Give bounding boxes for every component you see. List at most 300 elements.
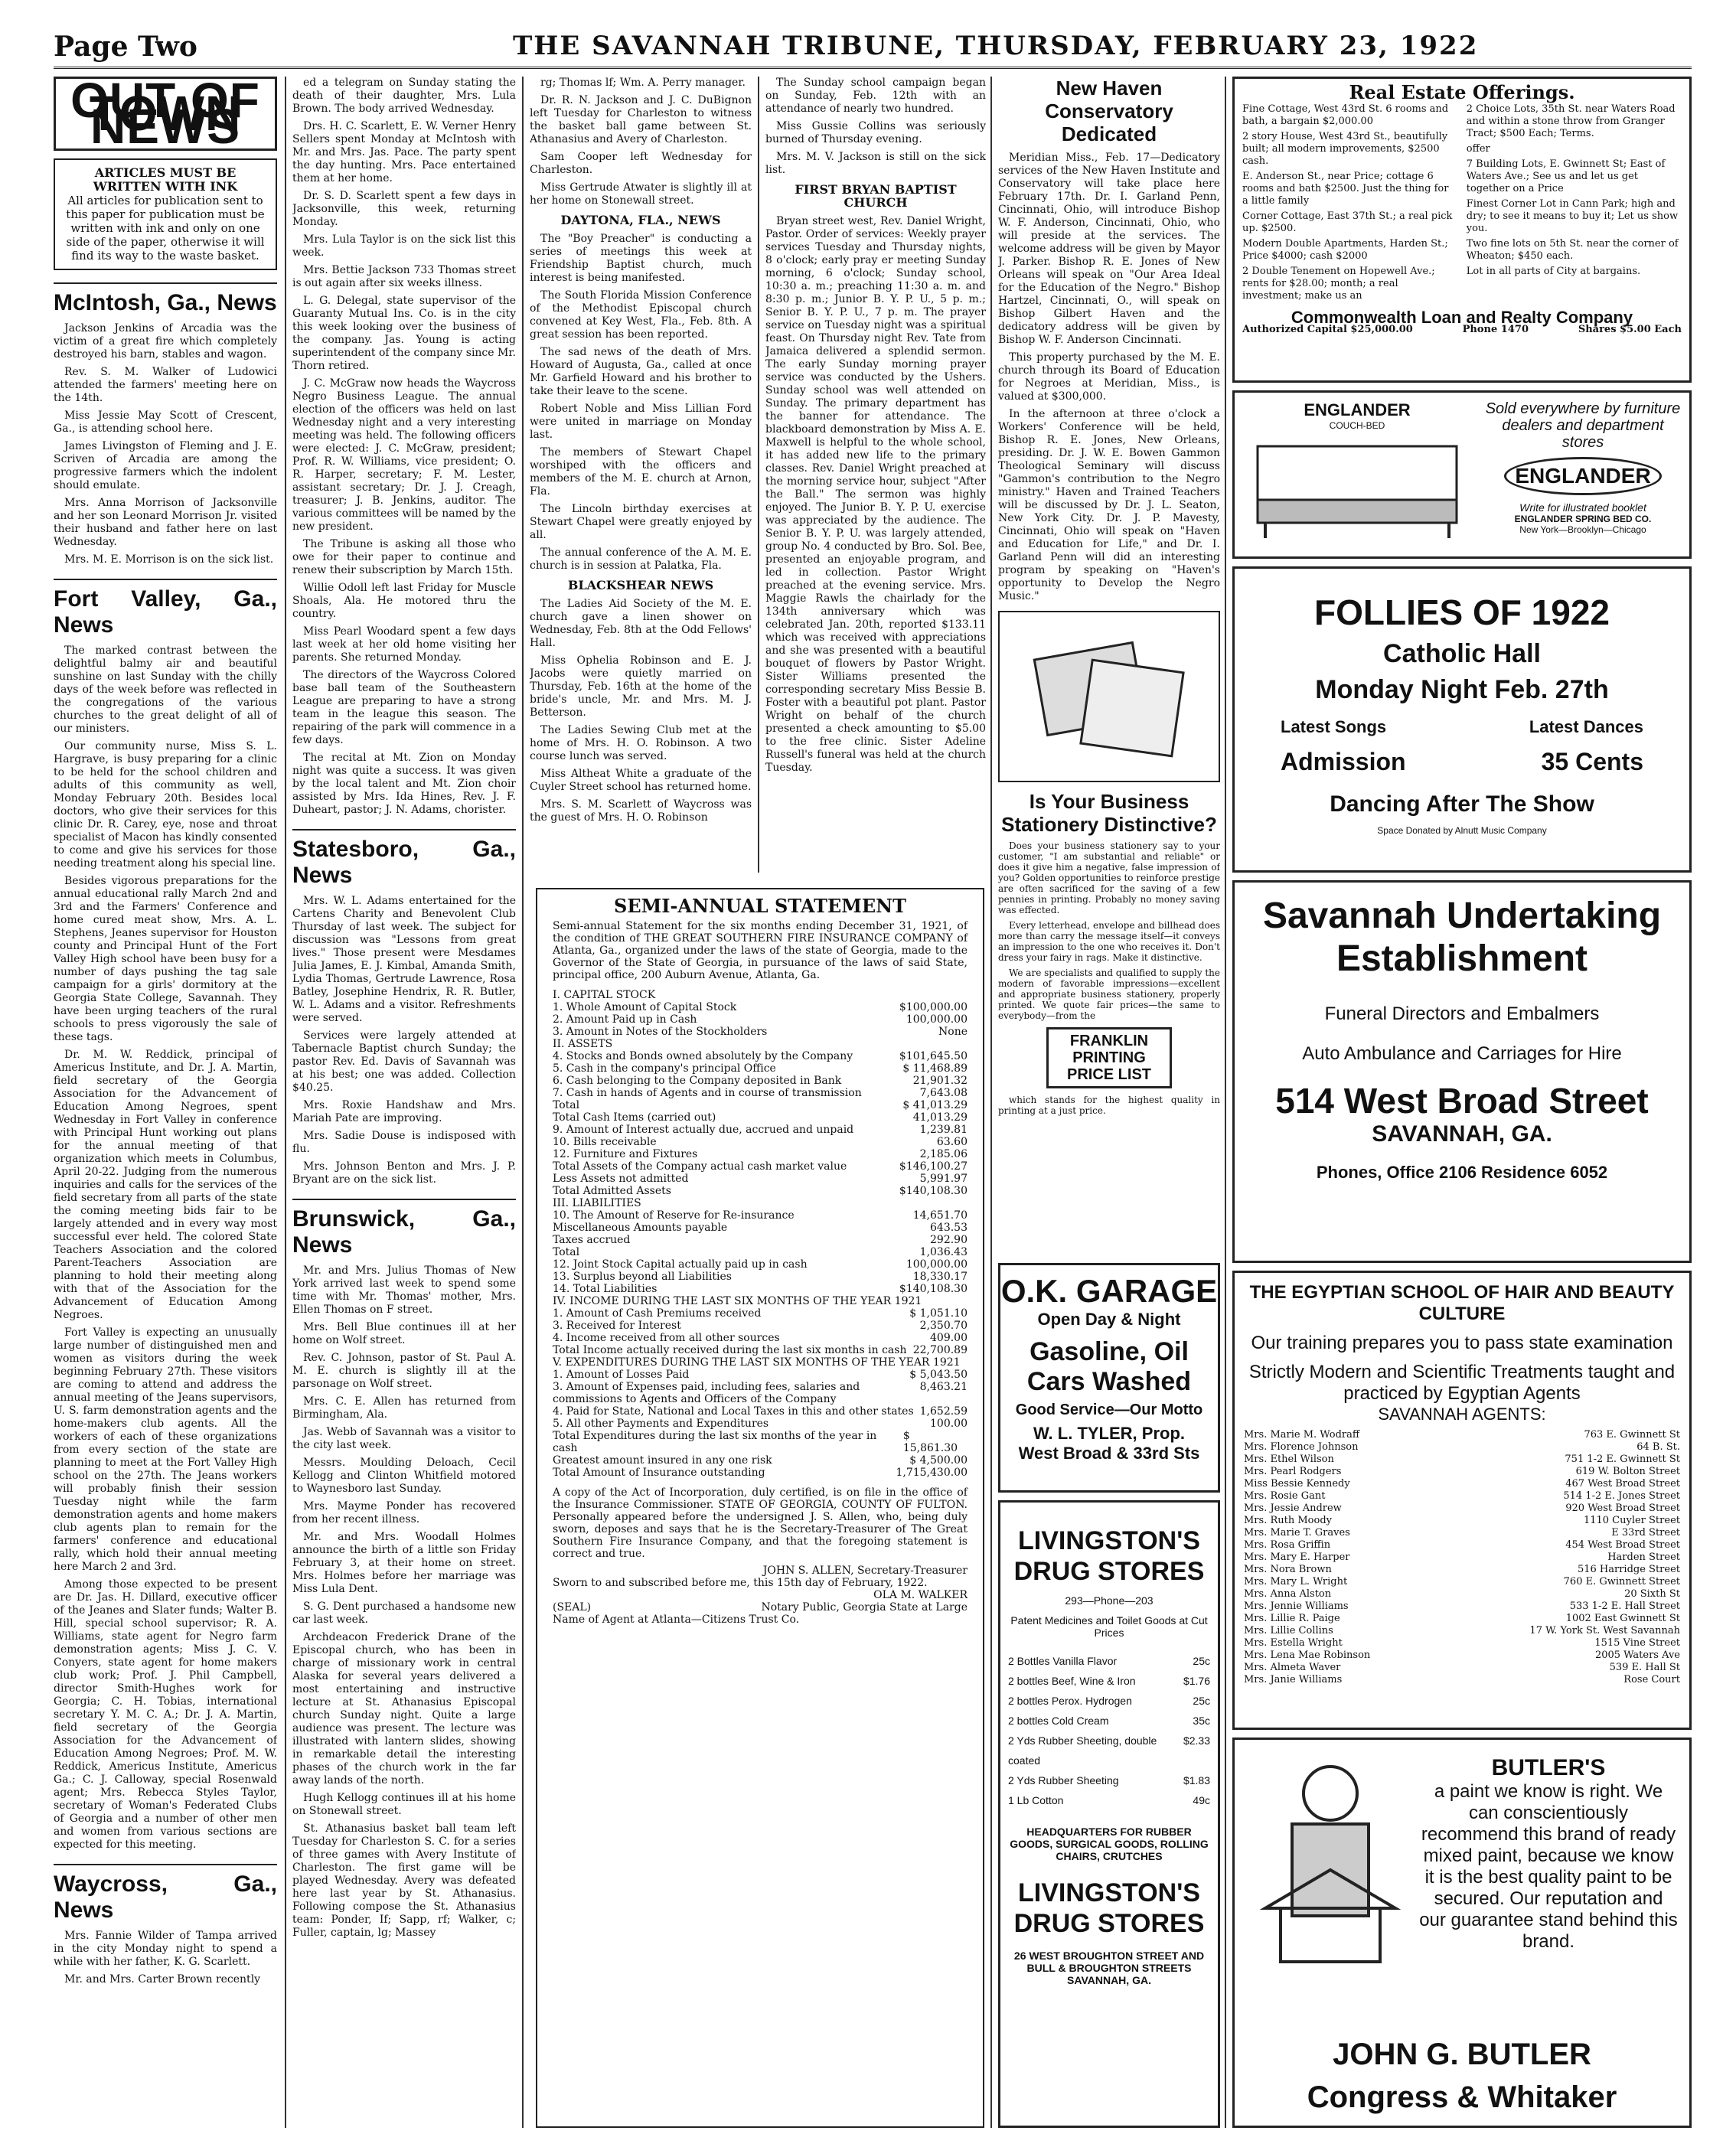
statement-line-amount: $ 15,861.30 bbox=[902, 1430, 958, 1454]
egypt-agent-name: Mrs. Ethel Wilson bbox=[1244, 1454, 1334, 1465]
egypt-agent-addr: 751 1-2 E. Gwinnett St bbox=[1565, 1454, 1680, 1465]
statement-intro: Semi-annual Statement for the six months ending December 31, 1921, of the condition of THE GREAT SOUTHERN FIRE INSURANCE COMPANY of Atlanta, Ga., organized under the laws of the state of Georgia, made to the Governor of the State of Georgia, in pursuance of the laws of said State, principal office, 200 Auburn Avenue, Atlanta, Ga. bbox=[553, 920, 968, 981]
statement-line-label: 1. Whole Amount of Capital Stock bbox=[553, 1001, 737, 1013]
englander-logo: ENGLANDER bbox=[1504, 457, 1662, 495]
article-paragraph: The recital at Mt. Zion on Monday night was quite a success. It was given by the local talent and Mt. Zion choir assisted by Mrs. Ida Hines, Rev. J. F. Duheart, pastor; J. N. Adams, chorister. bbox=[292, 752, 516, 816]
egypt-agent-list bbox=[1244, 1429, 1680, 1686]
statement-line-label: III. LIABILITIES bbox=[553, 1197, 641, 1209]
statement-line-amount: 100.00 bbox=[930, 1418, 968, 1430]
egypt-agent-addr: 2005 Waters Ave bbox=[1594, 1649, 1680, 1661]
livingston-item-price: 35c bbox=[1193, 1715, 1210, 1727]
statement-line bbox=[553, 1075, 968, 1087]
article-paragraph: Bryan street west, Rev. Daniel Wright, Pastor. Order of services: Weekly prayer services Tuesday and Thursday nights, 8 o'clock; early pray er meeting Sunday morning, 6 o'clock; Sunday school, 10:30 a. m.; preaching 11:30 a. m. and 8:30 p. m.; Junior B. Y. P. U., 5 p. m.; Senior B. Y. P. U., 7 p. m. The prayer service on Tuesday night was a spiritual feast. On Thursday night Rev. Tate from Jamaica delivered a splendid sermon. The early Sunday morning prayer service was conducted by the Ushers. Sunday school was well attended on Sunday. The primary department has the banner for attendance. The blackboard demonstration by Miss A. E. Maxwell is helpful to the whole school, it has added new life to the primary classes. Rev. Daniel Wright preached at the morning service hour, subject "After the Ball." The sermon was highly enjoyed. The Junior B. Y. P. U. exercise was appreciated by the audience. The Senior B. Y. P. U. was largely attended, group No. 4 conducted by Bro. Sol. Bee, presented an enjoyable program, and led in collection. Pastor Wright preached at the evening service. Mrs. Maggie Rawls the chairlady for the 134th anniversary which was celebrated Jan. 20th, reported $133.11 which was received with appreciations and she was presented with a beautiful bouquet of flowers by Pastor Wright. Sister Williams presented the corresponding secretary Miss Bessie B. Foster with a beautiful pot plant. Pastor Wright on behalf of the church presented a check amounting to $5.00 to the free clinic. Sister Adeline Russell's funeral was held at the church Tuesday. bbox=[765, 215, 986, 774]
egypt-agent bbox=[1244, 1564, 1680, 1576]
egypt-agent-name: Mrs. Rosie Gant bbox=[1244, 1490, 1326, 1502]
follies-ad bbox=[1232, 566, 1692, 873]
egypt-agent-addr: 1002 East Gwinnett St bbox=[1565, 1613, 1680, 1624]
column-1 bbox=[54, 77, 277, 2128]
livingston-item-name: 2 Yds Rubber Sheeting, double coated bbox=[1008, 1734, 1157, 1767]
realestate-listing: Finest Corner Lot in Cann Park; high and dry; to see it means to buy it; Let us show you. bbox=[1466, 198, 1679, 234]
article-paragraph: Mrs. Sadie Douse is indisposed with flu. bbox=[292, 1130, 516, 1155]
article-paragraph: Services were largely attended at Tabernacle Baptist church Sunday; the pastor Rev. Ed. Davis of Savannah was at his best; one was added. Collection $40.25. bbox=[292, 1029, 516, 1094]
article-paragraph: Mrs. Anna Morrison of Jacksonville and her son Leonard Morrison Jr. visited their husband and father here on last Wednesday. bbox=[54, 497, 277, 548]
statement-line bbox=[553, 1454, 968, 1467]
egypt-agent-name: Mrs. Nora Brown bbox=[1244, 1564, 1332, 1575]
englander-ad bbox=[1232, 390, 1692, 559]
statement-line bbox=[553, 1295, 968, 1307]
realestate-listing: 2 Choice Lots, 35th St. near Waters Road and within a stone throw from Granger Tract; $500 Each; Terms. bbox=[1466, 103, 1676, 139]
article-paragraph: Mrs. Roxie Handshaw and Mrs. Mariah Pate are improving. bbox=[292, 1099, 516, 1124]
egypt-agent bbox=[1244, 1637, 1680, 1649]
article-paragraph: Mrs. C. E. Allen has returned from Birmingham, Ala. bbox=[292, 1395, 516, 1421]
article-paragraph: Miss Gertrude Atwater is slightly ill at her home on Stonewall street. bbox=[530, 181, 752, 207]
statement-line bbox=[553, 1050, 968, 1062]
fortvalley-heading: Fort Valley, Ga., News bbox=[54, 579, 277, 638]
egypt-agent bbox=[1244, 1588, 1680, 1600]
livingston-item bbox=[1008, 1790, 1210, 1810]
article-paragraph: Mrs. Mayme Ponder has recovered from her recent illness. bbox=[292, 1500, 516, 1525]
egypt-agent bbox=[1244, 1552, 1680, 1564]
egypt-agent bbox=[1244, 1454, 1680, 1466]
realestate-listing: 2 Double Tenement on Hopewell Ave.; rents for $28.00; month; a real investment; make us an bbox=[1242, 266, 1435, 302]
egypt-agent-addr: 17 W. York St. West Savannah bbox=[1529, 1625, 1680, 1636]
page-number: Page Two bbox=[54, 31, 197, 63]
statement-line-amount: $ 5,043.50 bbox=[909, 1369, 968, 1381]
article-paragraph: St. Athanasius basket ball team left Tuesday for Charleston S. C. for a series of three games with Avery Institute of Charleston. The first game will be played Wednesday. Avery was defeated here last year by St. Athanasius. Following compose the St. Athanasius team: Ponder, If; Sapp, rf; Walker, c; Fuller, captain, lg; Massey bbox=[292, 1822, 516, 1939]
column-rule bbox=[285, 77, 286, 2128]
livingston-item bbox=[1008, 1671, 1210, 1691]
statement-signer: JOHN S. ALLEN, Secretary-Treasurer bbox=[762, 1565, 968, 1577]
statement-line-amount: 1,036.43 bbox=[919, 1246, 968, 1258]
realestate-listing: Modern Double Apartments, Harden St.; Price $4000; cash $2000 bbox=[1242, 238, 1448, 262]
article-paragraph: Messrs. Moulding Deloach, Cecil Kellogg and Clinton Whitfield motored to Waynesboro last Sunday. bbox=[292, 1457, 516, 1495]
garage-title: O.K. GARAGE bbox=[1000, 1273, 1218, 1309]
livingston-item-name: 2 bottles Cold Cream bbox=[1008, 1715, 1109, 1727]
egypt-agent bbox=[1244, 1441, 1680, 1454]
egypt-agent bbox=[1244, 1576, 1680, 1588]
statement-line-amount: None bbox=[938, 1026, 968, 1038]
statement-line bbox=[553, 1013, 968, 1026]
statement-line-amount: 5,991.97 bbox=[919, 1173, 968, 1185]
article-paragraph: Mr. and Mrs. Carter Brown recently bbox=[64, 1973, 261, 1986]
livingston-addr: 26 WEST BROUGHTON STREET AND BULL & BROUGHTON STREETS SAVANNAH, GA. bbox=[1013, 1950, 1205, 1986]
article-paragraph: Archdeacon Frederick Drane of the Episcopal church, who has been in charge of missionary work in central Alaska for several years delivered a most entertaining and instructive lecture at St. Athanasius Episcopal church Sunday night. Quite a large audience was present. The lecture was illustrated with lantern slides, showing in remarkable detail the interesting phases of the church work in the far away lands of the north. bbox=[292, 1631, 516, 1786]
statement-seal: (SEAL) bbox=[553, 1601, 592, 1614]
notice-body: All articles for publication sent to this paper for publication must be written with ink and only on one side of the paper, otherwise it will find its way to the waste basket. bbox=[66, 194, 265, 263]
stationery-icon bbox=[1025, 628, 1193, 765]
article-paragraph: Mr. and Mrs. Julius Thomas of New York arrived last week to spend some time with Mr. Thomas' mother, Mrs. Ellen Thomas on F street. bbox=[292, 1264, 516, 1316]
article-paragraph: ed a telegram on Sunday stating the death of their daughter, Mrs. Lula Brown. The body arrived Wednesday. bbox=[292, 77, 516, 115]
egypt-agents: SAVANNAH AGENTS: bbox=[1378, 1405, 1546, 1424]
article-paragraph: Mrs. M. E. Morrison is on the sick list. bbox=[64, 553, 274, 566]
egypt-agent-addr: 20 Sixth St bbox=[1624, 1588, 1680, 1600]
realestate-title: Real Estate Offerings. bbox=[1349, 81, 1575, 103]
realestate-listing: Two fine lots on 5th St. near the corner of Wheaton; $450 each. bbox=[1466, 238, 1679, 262]
egypt-agent-addr: 516 Harridge Street bbox=[1577, 1564, 1680, 1575]
egypt-agent-name: Mrs. Janie Williams bbox=[1244, 1674, 1343, 1685]
englander-brand: ENGLANDER bbox=[1304, 400, 1411, 419]
egypt-agent bbox=[1244, 1613, 1680, 1625]
realestate-listing: Fine Cottage, West 43rd St. 6 rooms and bath, a bargain $2,000.00 bbox=[1242, 103, 1449, 127]
article-paragraph: James Livingston of Fleming and J. E. Scriven of Arcadia are among the progressive farmers which the indolent should emulate. bbox=[54, 440, 277, 491]
statement-line bbox=[553, 1209, 968, 1222]
realestate-capital: Authorized Capital $25,000.00 bbox=[1242, 324, 1413, 335]
egypt-agent bbox=[1244, 1600, 1680, 1613]
statement-line-amount: $101,645.50 bbox=[899, 1050, 968, 1062]
garage-line2: Cars Washed bbox=[1026, 1367, 1192, 1396]
livingston-item bbox=[1008, 1770, 1210, 1790]
egypt-agent-name: Mrs. Lena Mae Robinson bbox=[1244, 1649, 1371, 1661]
butler-name: JOHN G. BUTLER bbox=[1333, 2038, 1591, 2071]
statement-line bbox=[553, 1418, 968, 1430]
englander-co: ENGLANDER SPRING BED CO. bbox=[1514, 514, 1652, 524]
statement-line-amount: 2,350.70 bbox=[919, 1320, 968, 1332]
egypt-taught: Strictly Modern and Scientific Treatments taught and practiced by Egyptian Agents bbox=[1248, 1362, 1676, 1404]
statement-line-label: 4. Income received from all other sources bbox=[553, 1332, 780, 1344]
egypt-agent-addr: Harden Street bbox=[1607, 1552, 1680, 1563]
statement-line bbox=[553, 1381, 968, 1405]
livingston-title-2: LIVINGSTON'S DRUG STORES bbox=[1013, 1878, 1205, 1938]
column-rule bbox=[1225, 77, 1226, 2128]
statement-line-label: Total Assets of the Company actual cash market value bbox=[553, 1160, 847, 1173]
statement-line-label: 3. Amount in Notes of the Stockholders bbox=[553, 1026, 768, 1038]
statesboro-heading: Statesboro, Ga., News bbox=[292, 829, 516, 889]
egypt-agent-addr: 619 W. Bolton Street bbox=[1575, 1466, 1680, 1477]
egypt-agent-name: Mrs. Florence Johnson bbox=[1244, 1441, 1359, 1453]
egypt-agent-addr: 514 1-2 E. Jones Street bbox=[1563, 1490, 1680, 1502]
egypt-agent bbox=[1244, 1503, 1680, 1515]
egypt-agent-addr: 64 B. St. bbox=[1636, 1441, 1680, 1453]
follies-donated: Space Donated by Alnutt Music Company bbox=[1377, 825, 1547, 836]
article-paragraph: Hugh Kellogg continues ill at his home on Stonewall street. bbox=[292, 1792, 516, 1817]
statement-agent: Name of Agent at Atlanta—Citizens Trust Co. bbox=[553, 1614, 800, 1626]
statement-line-label: 9. Amount of Interest actually due, accrued and unpaid bbox=[553, 1124, 854, 1136]
undertaking-sub: Funeral Directors and Embalmers bbox=[1324, 1003, 1600, 1024]
livingston-title: LIVINGSTON'S DRUG STORES bbox=[1013, 1526, 1205, 1586]
statement-line-label: IV. INCOME DURING THE LAST SIX MONTHS OF THE YEAR 1921 bbox=[553, 1295, 922, 1307]
semi-annual-statement bbox=[536, 888, 984, 2128]
statement-line-label: Greatest amount insured in any one risk bbox=[553, 1454, 772, 1467]
follies-date: Monday Night Feb. 27th bbox=[1315, 675, 1609, 704]
column-4 bbox=[765, 77, 986, 873]
egypt-agent-name: Mrs. Pearl Rodgers bbox=[1244, 1466, 1342, 1477]
statement-line-label: 10. Bills receivable bbox=[553, 1136, 657, 1148]
notice-box bbox=[54, 158, 277, 270]
article-paragraph: The members of Stewart Chapel worshiped with the officers and members of the M. E. church at Arnon, Fla. bbox=[530, 446, 752, 498]
stationery-paragraph: Does your business stationery say to your customer, "I am substantial and reliable" or does it give him a negative, false impression of you? Golden opportunities to reinforce prestige are often sacrificed for the saving of a few pennies in printing. Probably no money saving was effected. bbox=[998, 840, 1220, 915]
statement-line bbox=[553, 1062, 968, 1075]
article-paragraph: Mrs. M. V. Jackson is still on the sick list. bbox=[765, 151, 986, 176]
column-3 bbox=[530, 77, 752, 873]
statement-line-label: I. CAPITAL STOCK bbox=[553, 989, 656, 1001]
article-paragraph: The sad news of the death of Mrs. Howard of Augusta, Ga., called at once Mr. Garfield Howard and his brother to take their leave to the scene. bbox=[530, 346, 752, 397]
undertaking-addr: 514 West Broad Street bbox=[1275, 1081, 1649, 1121]
statement-line-label: Total Income actually received during the last six months in cash bbox=[553, 1344, 907, 1356]
newhaven-heading: New Haven Conservatory Dedicated bbox=[1045, 77, 1173, 145]
egypt-agent-name: Mrs. Mary E. Harper bbox=[1244, 1552, 1350, 1563]
article-paragraph: Rev. S. M. Walker of Ludowici attended the farmers' meeting here on the 14th. bbox=[54, 366, 277, 404]
statement-line-label: 12. Furniture and Fixtures bbox=[553, 1148, 698, 1160]
statement-line bbox=[553, 1001, 968, 1013]
daytona-heading: DAYTONA, FLA., NEWS bbox=[560, 213, 721, 227]
garage-ad bbox=[998, 1263, 1220, 1493]
statement-line-label: 10. The Amount of Reserve for Re-insurance bbox=[553, 1209, 795, 1222]
livingston-item-price: 49c bbox=[1193, 1794, 1210, 1806]
article-paragraph: Sam Cooper left Wednesday for Charleston. bbox=[530, 151, 752, 176]
statement-line-label: 13. Surplus beyond all Liabilities bbox=[553, 1271, 732, 1283]
article-paragraph: Miss Jessie May Scott of Crescent, Ga., is attending school here. bbox=[54, 410, 277, 435]
livingston-item-price: $1.83 bbox=[1183, 1774, 1210, 1786]
statement-line-label: 3. Amount of Expenses paid, including fees, salaries and commissions to Agents and Officers of the Company bbox=[553, 1381, 860, 1405]
statement-line bbox=[553, 989, 968, 1001]
article-paragraph: The South Florida Mission Conference of the Methodist Episcopal church convened at Key West, Fla., Feb. 8th. A great session has been reported. bbox=[530, 289, 752, 341]
statement-line bbox=[553, 1038, 968, 1050]
egypt-agent-addr: 1515 Vine Street bbox=[1594, 1637, 1680, 1649]
statement-notary: OLA M. WALKER bbox=[873, 1589, 968, 1601]
statement-line-label: 14. Total Liabilities bbox=[553, 1283, 658, 1295]
statement-line bbox=[553, 1136, 968, 1148]
egypt-agent bbox=[1244, 1527, 1680, 1539]
livingston-item-name: 2 Bottles Vanilla Flavor bbox=[1008, 1655, 1118, 1667]
realestate-listing: Corner Cottage, East 37th St.; a real pick up. $2500. bbox=[1242, 210, 1453, 234]
livingston-head: HEADQUARTERS FOR RUBBER GOODS, SURGICAL GOODS, ROLLING CHAIRS, CRUTCHES bbox=[1010, 1826, 1209, 1862]
egypt-agent bbox=[1244, 1478, 1680, 1490]
column-rule bbox=[522, 77, 524, 2128]
mcintosh-heading: McIntosh, Ga., News bbox=[54, 282, 277, 316]
statement-line-amount: 2,185.06 bbox=[919, 1148, 968, 1160]
livingston-items bbox=[1008, 1651, 1210, 1810]
franklin-line: PRICE LIST bbox=[1066, 1066, 1151, 1083]
statement-line-label: Total Amount of Insurance outstanding bbox=[553, 1467, 765, 1479]
firstbryan-heading: FIRST BRYAN BAPTIST CHURCH bbox=[795, 182, 957, 210]
article-paragraph: The Tribune is asking all those who owe for their paper to continue and renew their subscription by March 15th. bbox=[292, 538, 516, 576]
article-paragraph: Fort Valley is expecting an unusually large number of distinguished men and women as visitors during the week beginning February 27th. These visitors are coming to attend and address the annual meeting of the Jeans supervisors, U. S. farm demonstration agents and the home-makers club agents. All the workers of each of these organizations from every section of the state are planning to meet at the Fort Valley High school on the 27th. The Jeans workers will probably finish their session Tuesday night while the farm demonstration agents and home makers club agents plan to remain for the farmers' conference and educational rally, which hold their annual meeting here March 2 and 3rd. bbox=[54, 1326, 277, 1573]
statement-line-label: 5. All other Payments and Expenditures bbox=[553, 1418, 769, 1430]
statement-line bbox=[553, 1246, 968, 1258]
couch-illustration bbox=[1242, 400, 1472, 553]
garage-addr: West Broad & 33rd Sts bbox=[1018, 1444, 1200, 1463]
statement-line bbox=[553, 1026, 968, 1038]
realestate-listing: 2 story House, West 43rd St., beautifully built; all modern improvements, $2500 cash. bbox=[1242, 131, 1448, 167]
statement-line bbox=[553, 1234, 968, 1246]
franklin-line: FRANKLIN bbox=[1069, 1033, 1149, 1049]
egypt-agent-addr: 763 E. Gwinnett St bbox=[1584, 1429, 1680, 1441]
realestate-listing: E. Anderson St., near Price; cottage 6 rooms and bath $2500. Just the thing for a little family bbox=[1242, 171, 1449, 207]
follies-title: FOLLIES OF 1922 bbox=[1314, 592, 1610, 632]
article-paragraph: Rev. C. Johnson, pastor of St. Paul A. M. E. church is slightly ill at the parsonage on Wolf street. bbox=[292, 1352, 516, 1390]
article-paragraph: Mr. and Mrs. Woodall Holmes announce the birth of a little son Friday February 3, at their home on street. Mrs. Holmes before her marriage was Miss Lula Dent. bbox=[292, 1531, 516, 1595]
statement-line-amount: 22,700.89 bbox=[912, 1344, 968, 1356]
statement-line bbox=[553, 1369, 968, 1381]
statement-line-amount: 1,715,430.00 bbox=[896, 1467, 968, 1479]
statement-line-label: Total bbox=[553, 1099, 580, 1111]
article-paragraph: In the afternoon at three o'clock a Workers' Conference will be held, Bishop R. E. Jones, New Orleans, presiding. Dr. J. W. E. Bowen Gammon Theological Seminary will discuss "Gammon's contribution to the Negro ministry." Haven and Trained Teachers will be discussed by Dr. J. L. Seaton, New York City. Dr. J. P. Mavesty, Cincinnati, Ohio will speak on "Haven and Education for Life," and Dr. I. Garland Penn will did an interesting program by speaking on "Haven's opportunity to Develop the Negro Music." bbox=[998, 408, 1220, 602]
egypt-agent-addr: Rose Court bbox=[1623, 1674, 1680, 1685]
livingston-item bbox=[1008, 1711, 1210, 1731]
statement-line-label: Total Cash Items (carried out) bbox=[553, 1111, 716, 1124]
section-title: OUT OF TOWN NEWS bbox=[54, 77, 277, 151]
statement-line-label: 6. Cash belonging to the Company deposited in Bank bbox=[553, 1075, 842, 1087]
englander-sub: COUCH-BED bbox=[1329, 420, 1385, 431]
livingston-item-price: $1.76 bbox=[1183, 1675, 1210, 1687]
livingston-item-name: 2 bottles Perox. Hydrogen bbox=[1008, 1695, 1132, 1707]
follies-songs: Latest Songs bbox=[1281, 717, 1387, 736]
livingston-sub: Patent Medicines and Toilet Goods at Cut Prices bbox=[1010, 1614, 1208, 1639]
statement-line bbox=[553, 1467, 968, 1479]
statement-line bbox=[553, 1307, 968, 1320]
statement-line-label: 7. Cash in hands of Agents and in course of transmission bbox=[553, 1087, 862, 1099]
article-paragraph: The Ladies Aid Society of the M. E. church gave a linen shower on Wednesday, Feb. 8th at the Odd Fellows' Hall. bbox=[530, 598, 752, 649]
statement-line-amount: 409.00 bbox=[930, 1332, 968, 1344]
notice-title: ARTICLES MUST BE WRITTEN WITH INK bbox=[93, 165, 238, 194]
waycross-heading: Waycross, Ga., News bbox=[54, 1864, 277, 1924]
englander-write: Write for illustrated booklet bbox=[1519, 501, 1646, 514]
statement-line bbox=[553, 1173, 968, 1185]
statement-line-label: 5. Cash in the company's principal Office bbox=[553, 1062, 776, 1075]
stationery-title: Is Your Business Stationery Distinctive? bbox=[1001, 790, 1217, 836]
statement-line-amount: $140,108.30 bbox=[899, 1185, 968, 1197]
garage-line1: Gasoline, Oil bbox=[1030, 1337, 1189, 1366]
statement-line bbox=[553, 1332, 968, 1344]
statement-line bbox=[553, 1148, 968, 1160]
franklin-line: PRINTING bbox=[1072, 1049, 1146, 1066]
statement-line-label: Taxes accrued bbox=[553, 1234, 631, 1246]
realestate-listing: Lot in all parts of City at bargains. bbox=[1466, 266, 1641, 277]
livingston-ad bbox=[998, 1500, 1220, 2128]
stationery-illustration bbox=[998, 611, 1220, 782]
follies-price: 35 Cents bbox=[1541, 748, 1643, 775]
statement-line-amount: 21,901.32 bbox=[912, 1075, 968, 1087]
statement-line bbox=[553, 1430, 968, 1454]
article-paragraph: Mrs. S. M. Scarlett of Waycross was the guest of Mrs. H. O. Robinson bbox=[530, 798, 752, 824]
article-paragraph: Mrs. Fannie Wilder of Tampa arrived in the city Monday night to spend a while with her father, K. G. Scarlett. bbox=[54, 1930, 277, 1968]
livingston-item-price: 25c bbox=[1193, 1695, 1210, 1707]
egypt-agent-name: Mrs. Mary L. Wright bbox=[1244, 1576, 1348, 1587]
egypt-agent-addr: 454 West Broad Street bbox=[1565, 1539, 1680, 1551]
statement-line bbox=[553, 1344, 968, 1356]
livingston-phone: 293—Phone—203 bbox=[1065, 1594, 1154, 1607]
column-rule bbox=[990, 77, 992, 2128]
statement-line-amount: 1,239.81 bbox=[919, 1124, 968, 1136]
article-paragraph: Willie Odoll left last Friday for Muscle Shoals, Ala. He motored thru the country. bbox=[292, 582, 516, 620]
statement-line bbox=[553, 1087, 968, 1099]
statement-line-amount: 18,330.17 bbox=[912, 1271, 968, 1283]
article-paragraph: Mrs. Bettie Jackson 733 Thomas street is out again after six weeks illness. bbox=[292, 264, 516, 289]
article-paragraph: Jackson Jenkins of Arcadia was the victim of a great fire which completely destroyed his barn, stables and wagon. bbox=[54, 322, 277, 361]
statement-line-label: Less Assets not admitted bbox=[553, 1173, 689, 1185]
statement-line-amount: 292.90 bbox=[930, 1234, 968, 1246]
article-paragraph: The Ladies Sewing Club met at the home of Mrs. H. O. Robinson. A two course lunch was served. bbox=[530, 724, 752, 762]
statement-line bbox=[553, 1320, 968, 1332]
article-paragraph: The "Boy Preacher" is conducting a series of meetings this week at Friendship Baptist church, much interest is being manifested. bbox=[530, 233, 752, 284]
statement-line-label: 1. Amount of Cash Premiums received bbox=[553, 1307, 762, 1320]
statement-line bbox=[553, 1271, 968, 1283]
article-paragraph: Mrs. Lula Taylor is on the sick list this week. bbox=[292, 233, 516, 259]
egypt-agent-addr: 533 1-2 E. Hall Street bbox=[1569, 1600, 1680, 1612]
statement-line-amount: $ 41,013.29 bbox=[902, 1099, 968, 1111]
egypt-agent-addr: E 33rd Street bbox=[1611, 1527, 1680, 1539]
livingston-item-name: 1 Lb Cotton bbox=[1008, 1794, 1064, 1806]
article-paragraph: S. G. Dent purchased a handsome new car last week. bbox=[292, 1600, 516, 1626]
article-paragraph: The Sunday school campaign began on Sunday, Feb. 12th with an attendance of nearly two hundred. bbox=[765, 77, 986, 115]
undertaking-title: Savannah Undertaking Establishment bbox=[1262, 896, 1662, 979]
statement-line-label: Total bbox=[553, 1246, 580, 1258]
statement-line-label: II. ASSETS bbox=[553, 1038, 613, 1050]
statement-line-amount: 8,463.21 bbox=[919, 1381, 968, 1393]
statement-line bbox=[553, 1222, 968, 1234]
follies-show: Dancing After The Show bbox=[1330, 791, 1594, 817]
egypt-agent bbox=[1244, 1674, 1680, 1686]
article-paragraph: Meridian Miss., Feb. 17—Dedicatory services of the New Haven Institute and Conservatory will take place here February 17th. Dr. I. Garland Penn, Cincinnati, Ohio, will introduce Bishop W. F. Anderson, Cincinnati, Ohio, who will preside at the services. The welcome address will be given by Mayor J. Parker. Bishop R. E. Jones of New Orleans will speak on "Our Area Ideal for the Education of the Negro." Bishop Hartzel, Cincinnati, O., will speak on Bishop Gilbert Haven and the dedicatory address will be given by Bishop W. F. Anderson Cincinnati. bbox=[998, 152, 1220, 346]
egypt-agent-addr: 760 E. Gwinnett Street bbox=[1563, 1576, 1680, 1587]
egypt-agent bbox=[1244, 1466, 1680, 1478]
egypt-agent-name: Mrs. Marie M. Wodraff bbox=[1244, 1429, 1360, 1441]
realestate-shares: Shares $5.00 Each bbox=[1578, 324, 1682, 335]
article-paragraph: The marked contrast between the delightful balmy air and beautiful sunshine on last Sunday with the chilly days of the week before was reflected in the congregations of the various churches to the great delight of all of our ministers. bbox=[54, 644, 277, 735]
livingston-item-name: 2 bottles Beef, Wine & Iron bbox=[1008, 1675, 1136, 1687]
realestate-left bbox=[1242, 103, 1457, 305]
undertaking-phones: Phones, Office 2106 Residence 6052 bbox=[1316, 1163, 1608, 1182]
masthead: THE SAVANNAH TRIBUNE, THURSDAY, FEBRUARY 23, 1922 bbox=[513, 31, 1479, 61]
egyptian-ad bbox=[1232, 1271, 1692, 1730]
butler-title: BUTLER'S bbox=[1491, 1755, 1606, 1780]
article-paragraph: Dr. R. N. Jackson and J. C. DuBignon left Tuesday for Charleston to witness the basket ball game between St. Athanasius and Avery of Charleston. bbox=[530, 94, 752, 145]
article-paragraph: rg; Thomas lf; Wm. A. Perry manager. bbox=[540, 77, 746, 89]
statement-line bbox=[553, 1197, 968, 1209]
realestate-right bbox=[1467, 103, 1682, 305]
article-paragraph: Miss Gussie Collins was seriously burned of Thursday evening. bbox=[765, 120, 986, 145]
egypt-agent bbox=[1244, 1625, 1680, 1637]
stationery-paragraph: We are specialists and qualified to supply the modern of favorable impressions—excellent and appropriate business stationery, properly printed. We quote fair prices—the same to everybody—from the bbox=[998, 967, 1220, 1021]
painter-icon bbox=[1250, 1755, 1411, 1969]
article-paragraph: J. C. McGraw now heads the Waycross Negro Business League. The annual election of the officers was held on last Wednesday night and a very interesting meeting was held. The following officers were elected: J. C. McGraw, president; Prof. R. W. Williams, vice president; O. R. Harper, secretary; F. M. Lester, assistant secretary; Dr. J. J. Creagh, treasurer; J. B. Jenkins, auditor. The various committees will be named by the new president. bbox=[292, 377, 516, 533]
statement-line-amount: $ 4,500.00 bbox=[909, 1454, 968, 1467]
statement-line bbox=[553, 1099, 968, 1111]
article-paragraph: The annual conference of the A. M. E. church is in session at Palatka, Fla. bbox=[530, 547, 752, 572]
egypt-agent-name: Mrs. Estella Wright bbox=[1244, 1637, 1343, 1649]
livingston-item-price: $2.33 bbox=[1183, 1734, 1210, 1747]
egypt-agent bbox=[1244, 1539, 1680, 1552]
article-paragraph: Miss Pearl Woodard spent a few days last week at her old home visiting her parents. She returned Monday. bbox=[292, 625, 516, 664]
article-paragraph: The directors of the Waycross Colored base ball team of the Southeastern League are preparing to have a strong team in the league this season. The repairing of the park will commence in a few days. bbox=[292, 669, 516, 746]
egypt-agent-name: Mrs. Almeta Waver bbox=[1244, 1662, 1341, 1673]
article-paragraph: Mrs. Johnson Benton and Mrs. J. P. Bryant are on the sick list. bbox=[292, 1160, 516, 1186]
englander-sold: Sold everywhere by furniture dealers and department stores bbox=[1485, 400, 1681, 451]
statement-line-amount: 41,013.29 bbox=[912, 1111, 968, 1124]
statement-line bbox=[553, 1160, 968, 1173]
franklin-logo bbox=[1046, 1027, 1172, 1088]
statement-line bbox=[553, 1258, 968, 1271]
egypt-agent bbox=[1244, 1649, 1680, 1662]
egypt-agent bbox=[1244, 1662, 1680, 1674]
garage-line3: Good Service—Our Motto bbox=[1015, 1401, 1203, 1418]
egypt-agent bbox=[1244, 1429, 1680, 1441]
article-paragraph: Besides vigorous preparations for the annual educational rally March 2nd and 3rd and the Farmers' Conference and home cured meat show, Mrs. A. L. Stephens, Jeanes supervisor for Houston county and Principal Hunt of the Fort Valley High school have been busy for a number of days pushing the tag sale campaign for a girls' dormitory at the Georgia State College, Savannah. They have been urging teachers of the rural schools to press vigorously the sale of these tags. bbox=[54, 875, 277, 1043]
egypt-agent-addr: 467 West Broad Street bbox=[1565, 1478, 1680, 1490]
article-paragraph: Miss Altheat White a graduate of the Cuyler Street school has returned home. bbox=[530, 768, 752, 793]
egypt-agent bbox=[1244, 1515, 1680, 1527]
statement-lines bbox=[553, 989, 968, 1479]
livingston-item bbox=[1008, 1691, 1210, 1711]
statement-line-label: 12. Joint Stock Capital actually paid up in cash bbox=[553, 1258, 808, 1271]
article-paragraph: Robert Noble and Miss Lillian Ford were united in marriage on Monday last. bbox=[530, 403, 752, 441]
egypt-title: THE EGYPTIAN SCHOOL OF HAIR AND BEAUTY CULTURE bbox=[1249, 1282, 1675, 1324]
article-paragraph: Dr. S. D. Scarlett spent a few days in Jacksonville, this week, returning Monday. bbox=[292, 190, 516, 228]
egypt-agent-name: Miss Bessie Kennedy bbox=[1244, 1478, 1350, 1490]
egypt-agent-name: Mrs. Anna Alston bbox=[1244, 1588, 1332, 1600]
article-paragraph: Miss Ophelia Robinson and E. J. Jacobs were quietly married on Thursday, Feb. 16th at the home of the bride's uncle, Mr. and Mrs. M. J. Betterson. bbox=[530, 654, 752, 719]
statement-line-amount: 643.53 bbox=[930, 1222, 968, 1234]
